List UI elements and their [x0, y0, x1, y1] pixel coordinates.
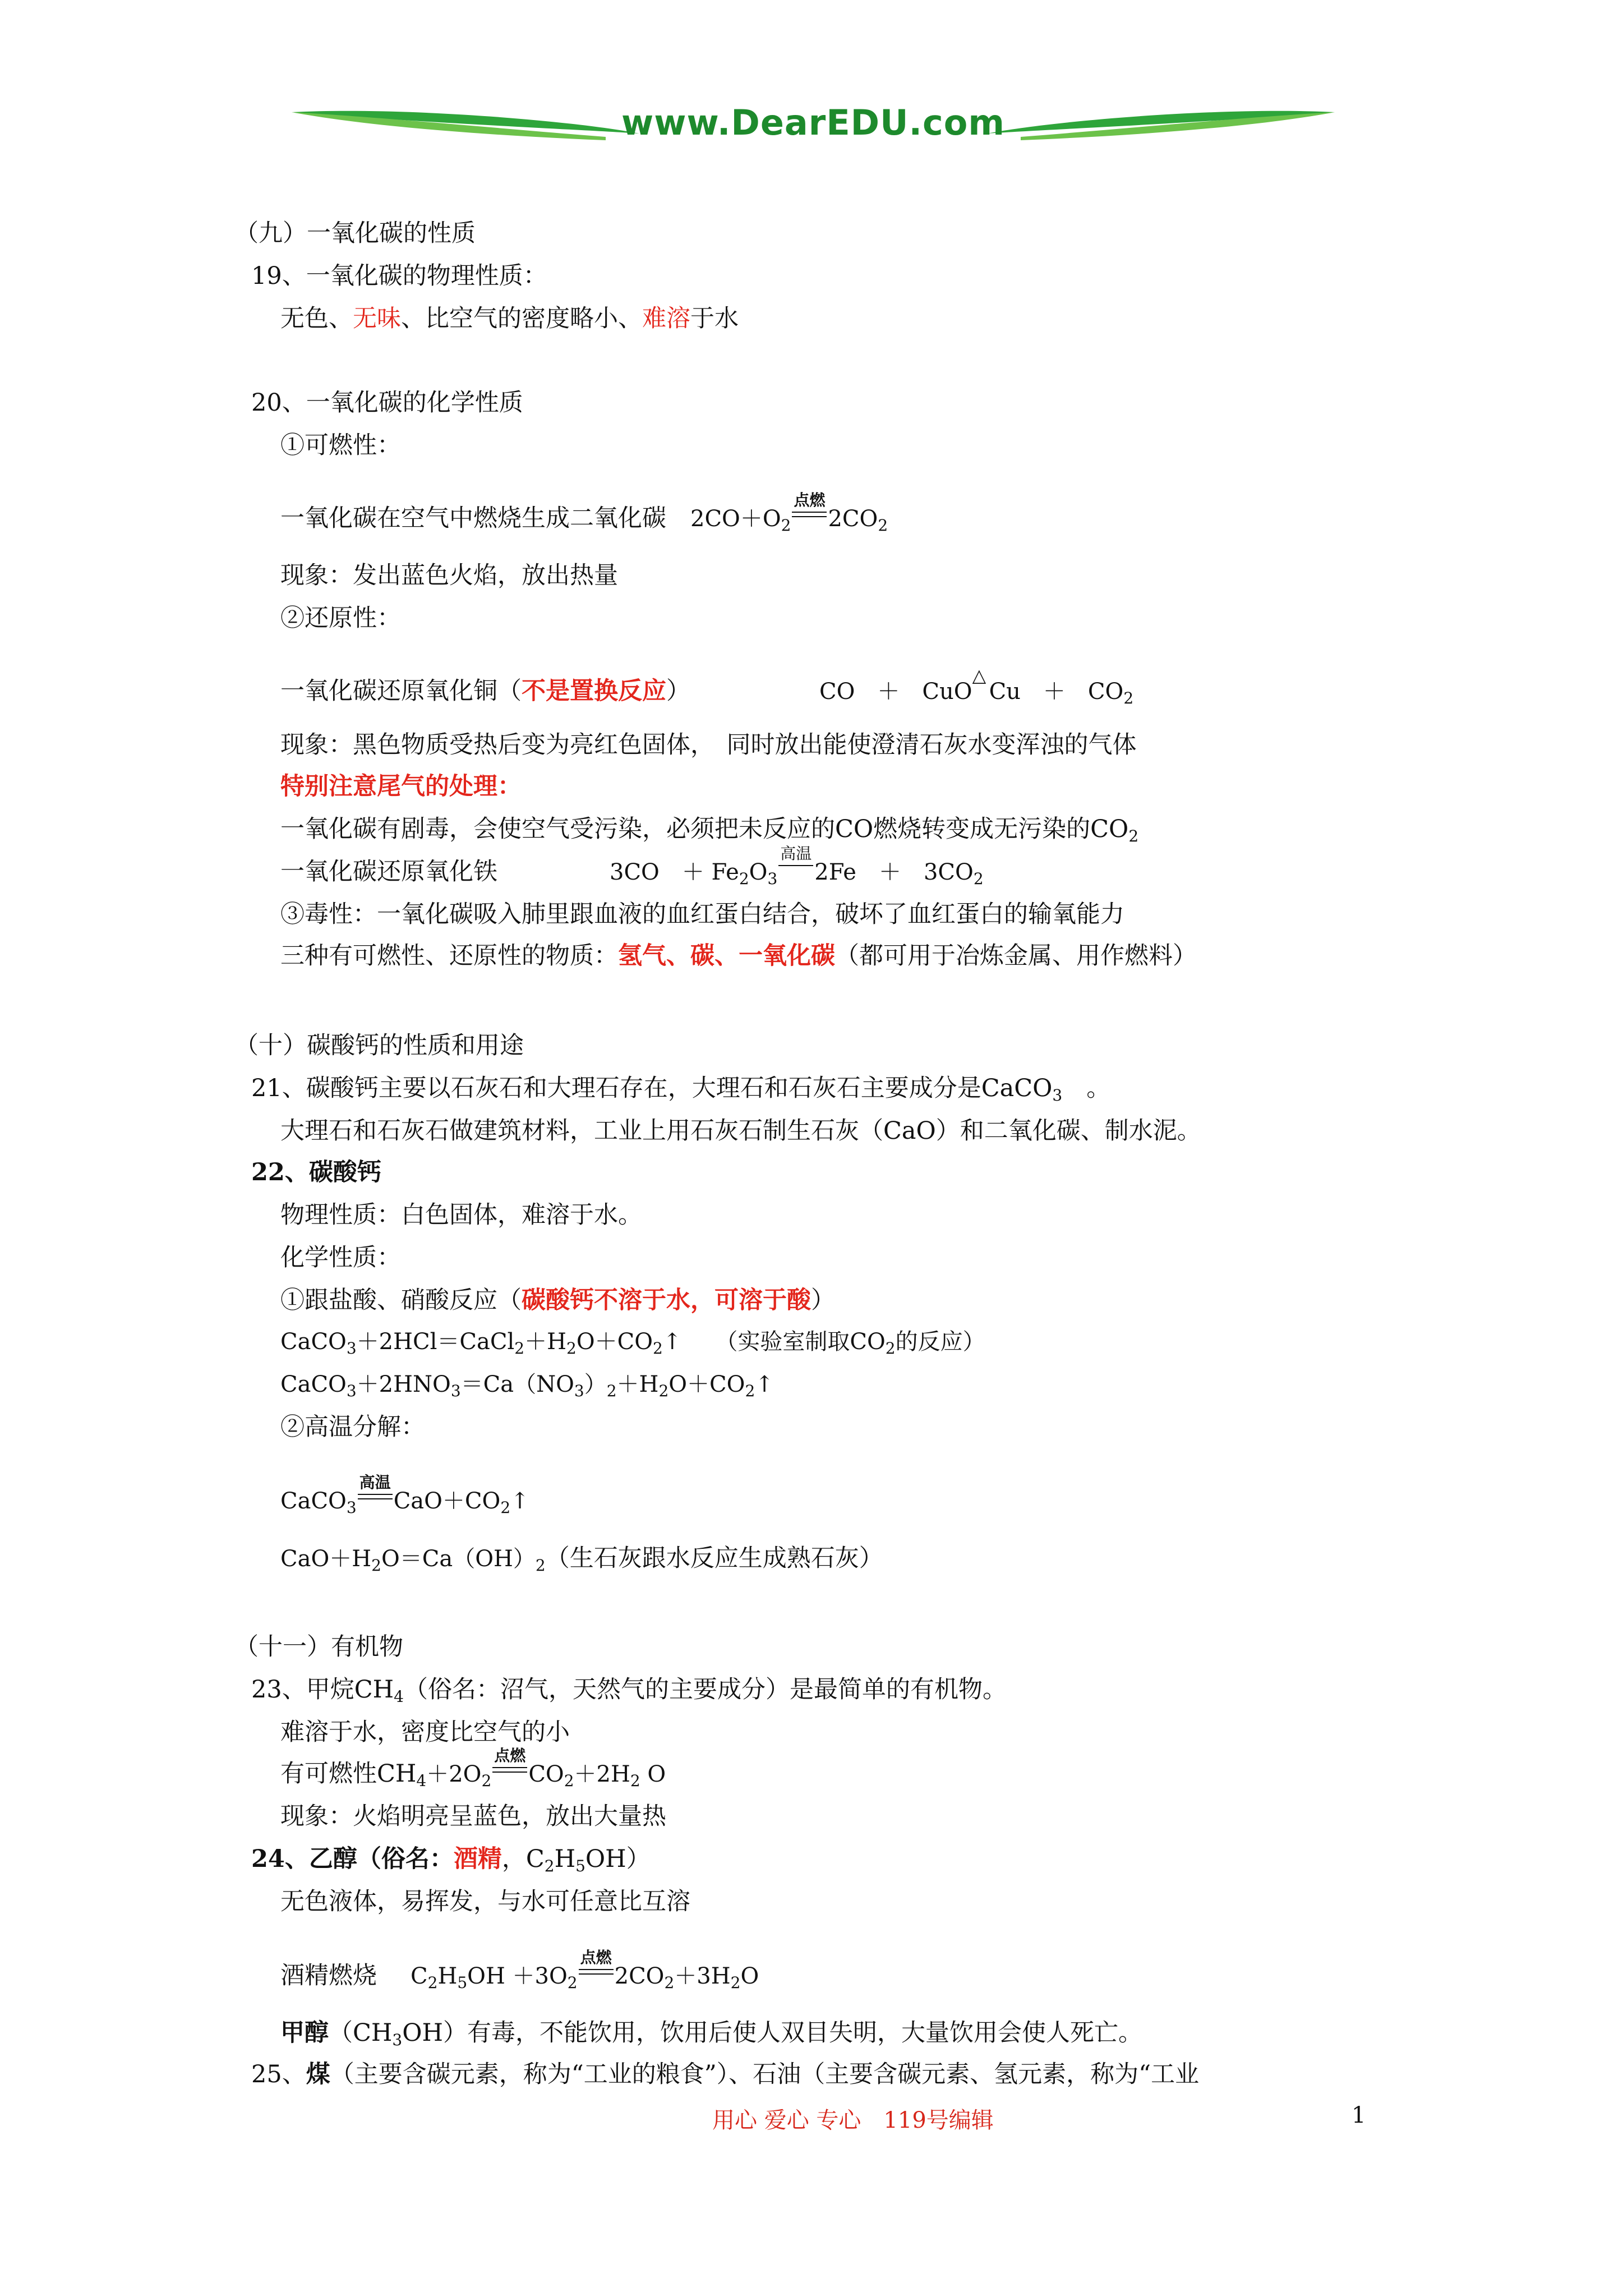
reaction-condition: 高温	[777, 857, 814, 880]
footer-text: 用心 爱心 专心 119号编辑	[712, 2108, 994, 2133]
page-number: 1	[1352, 2102, 1366, 2128]
ethanol-combustion: 酒精燃烧 $C_2H_5OH +3O_2$ 点燃 $2CO_2+3H_2O$	[280, 1948, 759, 1992]
decomposition-heading: ②高温分解：	[280, 1413, 425, 1441]
reaction-condition: 点燃	[791, 504, 828, 526]
reaction-condition: 点燃	[491, 1759, 528, 1782]
item-heading: 19、一氧化碳的物理性质：	[251, 262, 547, 290]
equation-hno3: $CaCO_3+2HNO_3=Ca(NO_3)_2+H_2O+CO_2↑$	[280, 1372, 774, 1400]
sub-heading: ②还原性：	[280, 604, 401, 632]
phenomenon-text: 现象：发出蓝色火焰，放出热量	[280, 562, 618, 590]
chemical-properties-label: 化学性质：	[280, 1244, 401, 1272]
co-physical-properties: 无色、无味、比空气的密度略小、难溶于水	[280, 305, 739, 333]
heat-symbol: △	[972, 665, 986, 686]
phenomenon-text: 现象：火焰明亮呈蓝色，放出大量热	[280, 1802, 666, 1830]
section-title: （九）一氧化碳的性质	[234, 219, 476, 247]
co-combustion-line: 一氧化碳在空气中燃烧生成二氧化碳 $2CO+O_2$ 点燃 $2CO_2$	[280, 491, 888, 535]
item-heading: 21、碳酸钙主要以石灰石和大理石存在，大理石和石灰石主要成分是CaCO$_3$ 。	[251, 1074, 1111, 1105]
toxicity-text: ③毒性：一氧化碳吸入肺里跟血液的血红蛋白结合，破坏了血红蛋白的输氧能力	[280, 900, 1124, 928]
header-banner	[292, 90, 1335, 157]
phenomenon-text: 现象：黑色物质受热后变为亮红色固体， 同时放出能使澄清石灰水变浑浊的气体	[280, 731, 1137, 759]
fe2o3-reduction-line: 一氧化碳还原氧化铁 3CO ＋ $Fe_2O_3$ 高温 2Fe ＋ $3CO_2$	[280, 844, 984, 888]
acid-reaction-heading: ①跟盐酸、硝酸反应（碳酸钙不溶于水，可溶于酸）	[280, 1286, 835, 1314]
three-substances-text: 三种有可燃性、还原性的物质：氢气、碳、一氧化碳（都可用于冶炼金属、用作燃料）	[280, 942, 1197, 970]
item-heading: 23、甲烷$CH_4$（俗名：沼气，天然气的主要成分）是最简单的有机物。	[251, 1676, 1007, 1706]
physical-properties: 物理性质：白色固体，难溶于水。	[280, 1201, 642, 1229]
reaction-condition: 高温	[357, 1486, 394, 1508]
uses-text: 大理石和石灰石做建筑材料，工业上用石灰石制生石灰（CaO）和二氧化碳、制水泥。	[280, 1117, 1201, 1145]
equation-decomposition: CaCO$_3$ 高温 $CaO+CO_2↑$	[280, 1473, 529, 1517]
equation-slaking: $CaO+H_2O=Ca(OH)_2$（生石灰跟水反应生成熟石灰）	[280, 1544, 883, 1575]
cuo-reduction-line: 一氧化碳还原氧化铜（不是置换反应） CO ＋ CuO △ Cu ＋ $CO_2$	[280, 665, 1134, 707]
tail-gas-text: 一氧化碳有剧毒，会使空气受污染，必须把未反应的CO燃烧转变成无污染的$CO_2$	[280, 815, 1139, 845]
sub-heading: ①可燃性：	[280, 431, 401, 459]
notice-heading: 特别注意尾气的处理：	[280, 772, 522, 800]
methanol-text: 甲醇$(CH_3OH)$有毒，不能饮用，饮用后使人双目失明，大量饮用会使人死亡。	[280, 2019, 1142, 2049]
item-heading: 20、一氧化碳的化学性质	[251, 389, 523, 417]
equation-hcl: $CaCO_3+2HCl=CaCl_2+H_2O+CO_2↑$ （实验室制取$CO_2$的反应）	[280, 1329, 985, 1358]
methane-physical: 难溶于水，密度比空气的小	[280, 1718, 570, 1746]
ethanol-physical: 无色液体，易挥发，与水可任意比互溶	[280, 1888, 690, 1916]
section-title: （十一）有机物	[234, 1633, 403, 1661]
item-heading: 25、煤（主要含碳元素，称为“工业的粮食”）、石油（主要含碳元素、氢元素，称为“工业	[251, 2060, 1200, 2088]
site-name: www.DearEDU.com	[621, 102, 1005, 143]
methane-combustion: 有可燃性$CH_4+2O_2$ 点燃 $CO_2+2H_2$ O	[280, 1746, 666, 1790]
section-title: （十）碳酸钙的性质和用途	[234, 1032, 524, 1060]
item-heading: 22、碳酸钙	[251, 1158, 381, 1186]
reaction-condition: 点燃	[578, 1961, 615, 1984]
item-heading: 24、乙醇（俗名：酒精，$C_2H_5OH$）	[251, 1845, 651, 1875]
